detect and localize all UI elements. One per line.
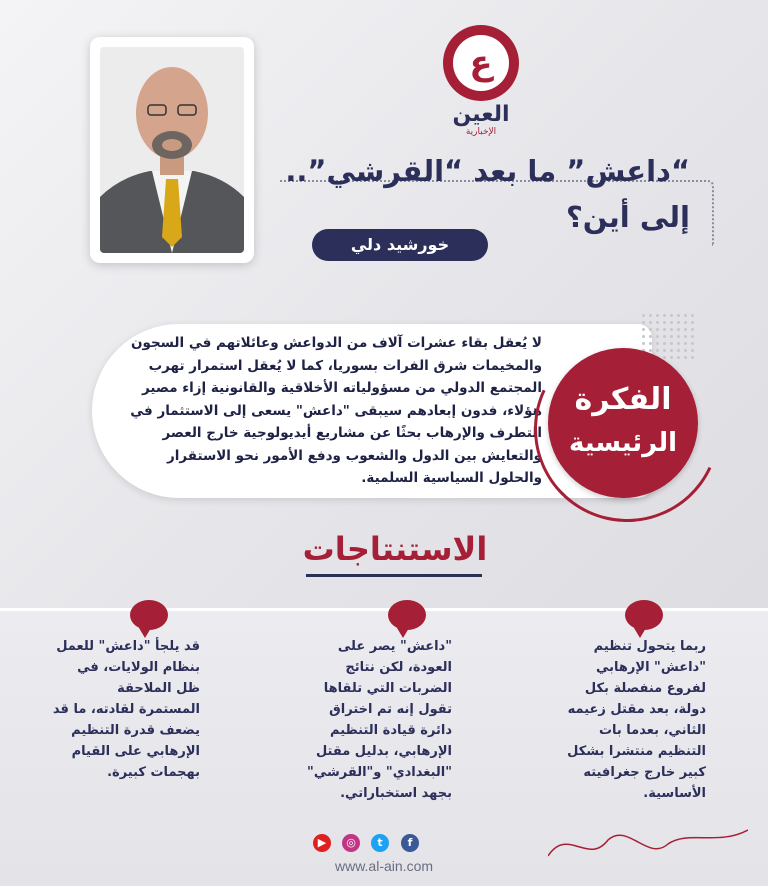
logo-emblem [443,25,519,101]
youtube-icon[interactable] [313,834,331,852]
speech-bubble-icon [130,600,168,630]
speech-bubble-icon [388,600,426,630]
twitter-icon[interactable] [371,834,389,852]
logo-name: العين [452,102,510,127]
website-link[interactable]: www.al-ain.com [334,858,434,874]
instagram-glyph: ◎ [346,836,356,849]
conclusions-title: الاستنتاجات [302,530,488,568]
logo-subtitle: الإخبارية [465,127,497,137]
speech-bubble-icon [625,600,663,630]
author-photo [100,47,244,253]
main-idea-label-line-1: الفكرة [574,382,672,417]
author-photo-frame [90,37,254,263]
twitter-glyph: t [377,836,383,849]
youtube-glyph: ▶ [317,836,327,849]
page-title [270,148,690,240]
facebook-glyph: f [407,836,413,849]
conclusion-item-1: ربما يتحول تنظيم "داعش" الإرهابي لفروع منفصلة بكل دولة، بعد مقتل زعيمه الثاني، بعدما بات التنظيم منتشرا بشكل كبير خارج جغرافيته الأساسية. [567,639,706,801]
conclusions-underline [306,574,482,577]
author-portrait-image [100,47,244,253]
conclusion-item-2: "داعش" يصر على العودة، لكن نتائج الضربات التي تلقاها تقول إنه تم اختراق دائرة قيادة التنظيم الإرهابي، بدليل مقتل "البغدادي" و"القرشي" بجهد استخباراتي. [307,639,452,801]
title-line-2: إلى أين؟ [565,200,690,234]
facebook-icon[interactable] [401,834,419,852]
title-line-1: “داعش” ما بعد “القرشي”.. [285,154,690,188]
main-idea-text: لا يُعقل بقاء عشرات آلاف من الدواعش وعائلاتهم في السجون والمخيمات شرق الفرات بسوريا، كما لا يُعقل استمرار تهرب المجتمع الدولي من مسؤولياته الأخلاقية والقانونية إزاء مصير هؤلاء، فدون إبعادهم سيبقى "داعش" يسعى إلى الاستثمار في التطرف والإرهاب بحثًا عن مشاريع أيديولوجية خارج العصر والتعايش بين الدول والشعوب ودفع الأمور نحو الاستقرار والحلول السياسية السلمية. [130,335,542,486]
author-name-badge: خورشيد دلي [312,229,488,261]
instagram-icon[interactable] [342,834,360,852]
main-idea-label-line-2: الرئيسية [568,428,678,458]
al-ain-logo [436,25,526,135]
main-idea-label-circle [548,348,698,498]
logo-glyph: ع [453,35,509,91]
decorative-squiggle [548,826,748,866]
conclusion-item-3: قد يلجأ "داعش" للعمل بنظام الولايات، في ظل الملاحقة المستمرة لقادته، ما قد يضعف قدرة التنظيم الإرهابي على القيام بهجمات كبيرة. [52,639,200,780]
